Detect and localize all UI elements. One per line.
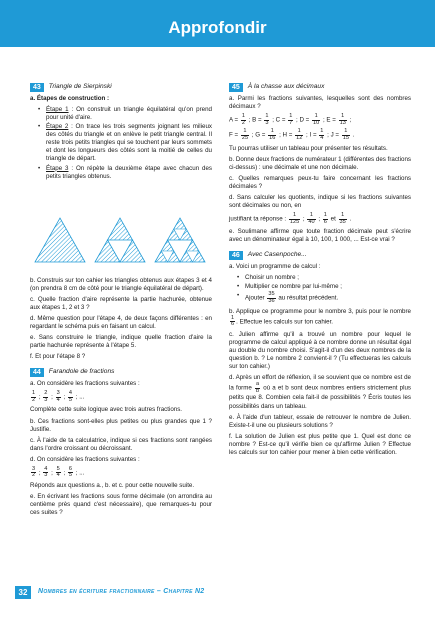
- exercise-number: 43: [30, 83, 44, 92]
- question-d: d. On considère les fractions suivantes :: [30, 455, 140, 463]
- exercise-44-header: [30, 368, 212, 377]
- triangle-step-1: [35, 218, 85, 262]
- fraction: $\frac{4}{3}$: [44, 465, 48, 479]
- page-footer: [15, 585, 275, 599]
- question-d: d. Sans calculer les quotients, indique si les fractions suivantes sont décimales ou non, en: [229, 193, 411, 209]
- exercise-number: 45: [229, 83, 243, 92]
- step-2: • Étape 2 : On trace les trois segments joignant les milieux des côtés du triangle et on enlève le petit triangle central. Il reste trois petits triangles qui se touchent par leurs sommets et dont les longueurs des côtés sont la moitié de celles du triangle de départ.: [38, 123, 212, 163]
- exercise-title: Triangle de Sierpinski: [48, 83, 112, 91]
- fraction-list-d: justifiant ta réponse : $\frac{1}{125}$ ; $\frac{1}{40}$ ; $\frac{1}{6}$ et $\frac{1}{35}$ .: [229, 211, 352, 225]
- fraction: $\frac{2}{3}$: [44, 390, 48, 403]
- question-a: a. Parmi les fractions suivantes, lesquelles sont des nombres décimaux ?: [229, 95, 411, 111]
- question-e: e. En écrivant les fractions sous forme décimale (on arrondira au centième près quand c'est nécessaire), que remarques-tu pour ces suites ?: [30, 493, 212, 517]
- question-e: e. Sans construire le triangle, indique quelle fraction d'aire la partie hachurée représente à l'étape 5.: [30, 334, 212, 350]
- question-e: e. Soulimane affirme que toute fraction décimale peut s'écrire avec un dénominateur égal à 10, 100, 1 000, ... Est-ce vrai ?: [229, 228, 411, 244]
- question-c: c. Julien affirme qu'il a trouvé un nombre pour lequel le programme de calcul appliqué à ce nombre donne un résultat égal au double du nombre choisi. S'agit-il d'un des deux nombres de la question b. ? Le nombre 2 convient-il ? (Tu effectueras les calculs sur ton cahier.): [229, 330, 411, 371]
- program-steps: [237, 274, 411, 304]
- question-d: d. Après un effort de réflexion, il se souvient que ce nombre est de la forme $\frac{a}{b}$ où a et b sont deux nombres entiers strictement plus petits que 8. Combien cela fait-il de possibilités ? Écris toutes les possibilités dans un tableau.: [229, 374, 411, 410]
- question-c: c. À l'aide de ta calculatrice, indique si ces fractions sont rangées dans l'ordre croissant ou décroissant.: [30, 436, 212, 452]
- question-f: f. Et pour l'étape 8 ?: [30, 353, 86, 361]
- sierpinski-figures: [30, 184, 212, 274]
- fraction: $\frac{3}{2}$: [32, 465, 36, 479]
- question-c: c. Quelles remarques peux-tu faire concernant les fractions décimales ?: [229, 174, 411, 190]
- ellipsis: ; ...: [75, 469, 85, 477]
- question-b: b. Ces fractions sont-elles plus petites ou plus grandes que 1 ? Justifie.: [30, 417, 212, 433]
- question-b: b. Construis sur ton cahier les triangles obtenus aux étapes 3 et 4 (on prendra 8 cm de côté pour le triangle équilatéral de départ).: [30, 276, 212, 292]
- question-f: f. La solution de Julien est plus petite que 1. Quel est donc ce nombre ? Est-ce qu'il vérifie bien ce qu'affirme Julien ? Effectue les calculs sur ton cahier pour mener à bien cette vérification.: [229, 432, 411, 456]
- step-3: • Étape 3 : On répète la deuxième étape avec chacun des petits triangles obtenus.: [38, 165, 212, 181]
- fraction: $\frac{1}{2}$: [32, 390, 36, 403]
- fraction: $\frac{4}{5}$: [68, 390, 73, 403]
- question-a: a. Voici un programme de calcul :: [229, 263, 321, 271]
- fraction-row-2: F = $\frac{1}{25}$ ; G = $\frac{1}{16}$ ; H = $\frac{1}{12}$ ; I = $\frac{1}{4}$ ; J = $\frac{1}{15}$ .: [229, 128, 355, 141]
- instruction: Complète cette suite logique avec trois autres fractions.: [30, 406, 183, 414]
- program-step-1: • Choisir un nombre ;: [237, 274, 411, 282]
- fraction: $\frac{5}{4}$: [56, 465, 60, 479]
- triangle-step-2: [95, 218, 145, 262]
- question-b: b. Donne deux fractions de numérateur 1 (différentes des fractions ci-dessus) : une décimale et une non décimale.: [229, 155, 411, 171]
- question-c: c. Quelle fraction d'aire représente la partie hachurée, obtenue aux étapes 1, 2 et 3 ?: [30, 295, 212, 311]
- question-e: e. À l'aide d'un tableur, essaie de retrouver le nombre de Julien. Existe-t-il une ou plusieurs solutions ?: [229, 413, 411, 429]
- page-title: Approfondir: [168, 18, 267, 37]
- header-banner: [0, 0, 435, 47]
- fraction: $\frac{3}{4}$: [56, 390, 60, 403]
- page-number: 32: [15, 586, 31, 599]
- fraction-sequence-1: $\frac{1}{2}$ ; $\frac{2}{3}$ ; $\frac{3}{4}$ ; $\frac{4}{5}$ ; ...: [32, 390, 85, 403]
- triangle-step-3: [155, 218, 205, 262]
- question-b: b. Applique ce programme pour le nombre 3, puis pour le nombre $\frac{1}{6}$ . Effectue les calculs sur ton cahier.: [229, 307, 411, 328]
- exercise-title: À la chasse aux décimaux: [247, 83, 325, 91]
- exercise-46-header: [229, 251, 411, 260]
- exercise-number: 44: [30, 368, 44, 377]
- instruction: Tu pourras utiliser un tableau pour présenter tes résultats.: [229, 144, 388, 152]
- exercise-45-header: [229, 83, 411, 92]
- question-a: a. Étapes de construction :: [30, 95, 110, 102]
- construction-steps: [38, 106, 212, 181]
- step-1: • Étape 1 : On construit un triangle équilatéral qu'on prend pour unité d'aire.: [38, 106, 212, 122]
- exercise-title: Farandole de fractions: [48, 368, 115, 376]
- ellipsis: ; ...: [75, 393, 85, 401]
- exercise-number: 46: [229, 251, 243, 260]
- left-column: [30, 83, 212, 520]
- fraction: $\frac{6}{5}$: [68, 465, 73, 479]
- program-step-3: • Ajouter $\frac{35}{36}$ au résultat précédent.: [237, 292, 411, 304]
- exercise-43-header: [30, 83, 212, 92]
- instruction: Réponds aux questions a., b. et c. pour cette nouvelle suite.: [30, 482, 195, 489]
- chapter-title: Nombres en écriture fractionnaire – Chapitre N2: [38, 588, 205, 596]
- sierpinski-triangles-figure: [30, 184, 212, 274]
- fraction-sequence-2: $\frac{3}{2}$ ; $\frac{4}{3}$ ; $\frac{5}{4}$ ; $\frac{6}{5}$ ; ...: [32, 465, 85, 479]
- fraction-row-1: A = $\frac{1}{2}$ ; B = $\frac{1}{3}$ ; C = $\frac{1}{7}$ ; D = $\frac{1}{10}$ ; E = $\frac{1}{13}$ ;: [229, 113, 352, 126]
- program-step-2: • Multiplier ce nombre par lui-même ;: [237, 283, 411, 291]
- right-column: [229, 83, 411, 460]
- exercise-title: Avec Casenpoche...: [247, 251, 307, 259]
- question-d: d. Même question pour l'étape 4, de deux façons différentes : en regardant le schéma puis en faisant un calcul.: [30, 314, 212, 330]
- question-a: a. On considère les fractions suivantes :: [30, 380, 140, 388]
